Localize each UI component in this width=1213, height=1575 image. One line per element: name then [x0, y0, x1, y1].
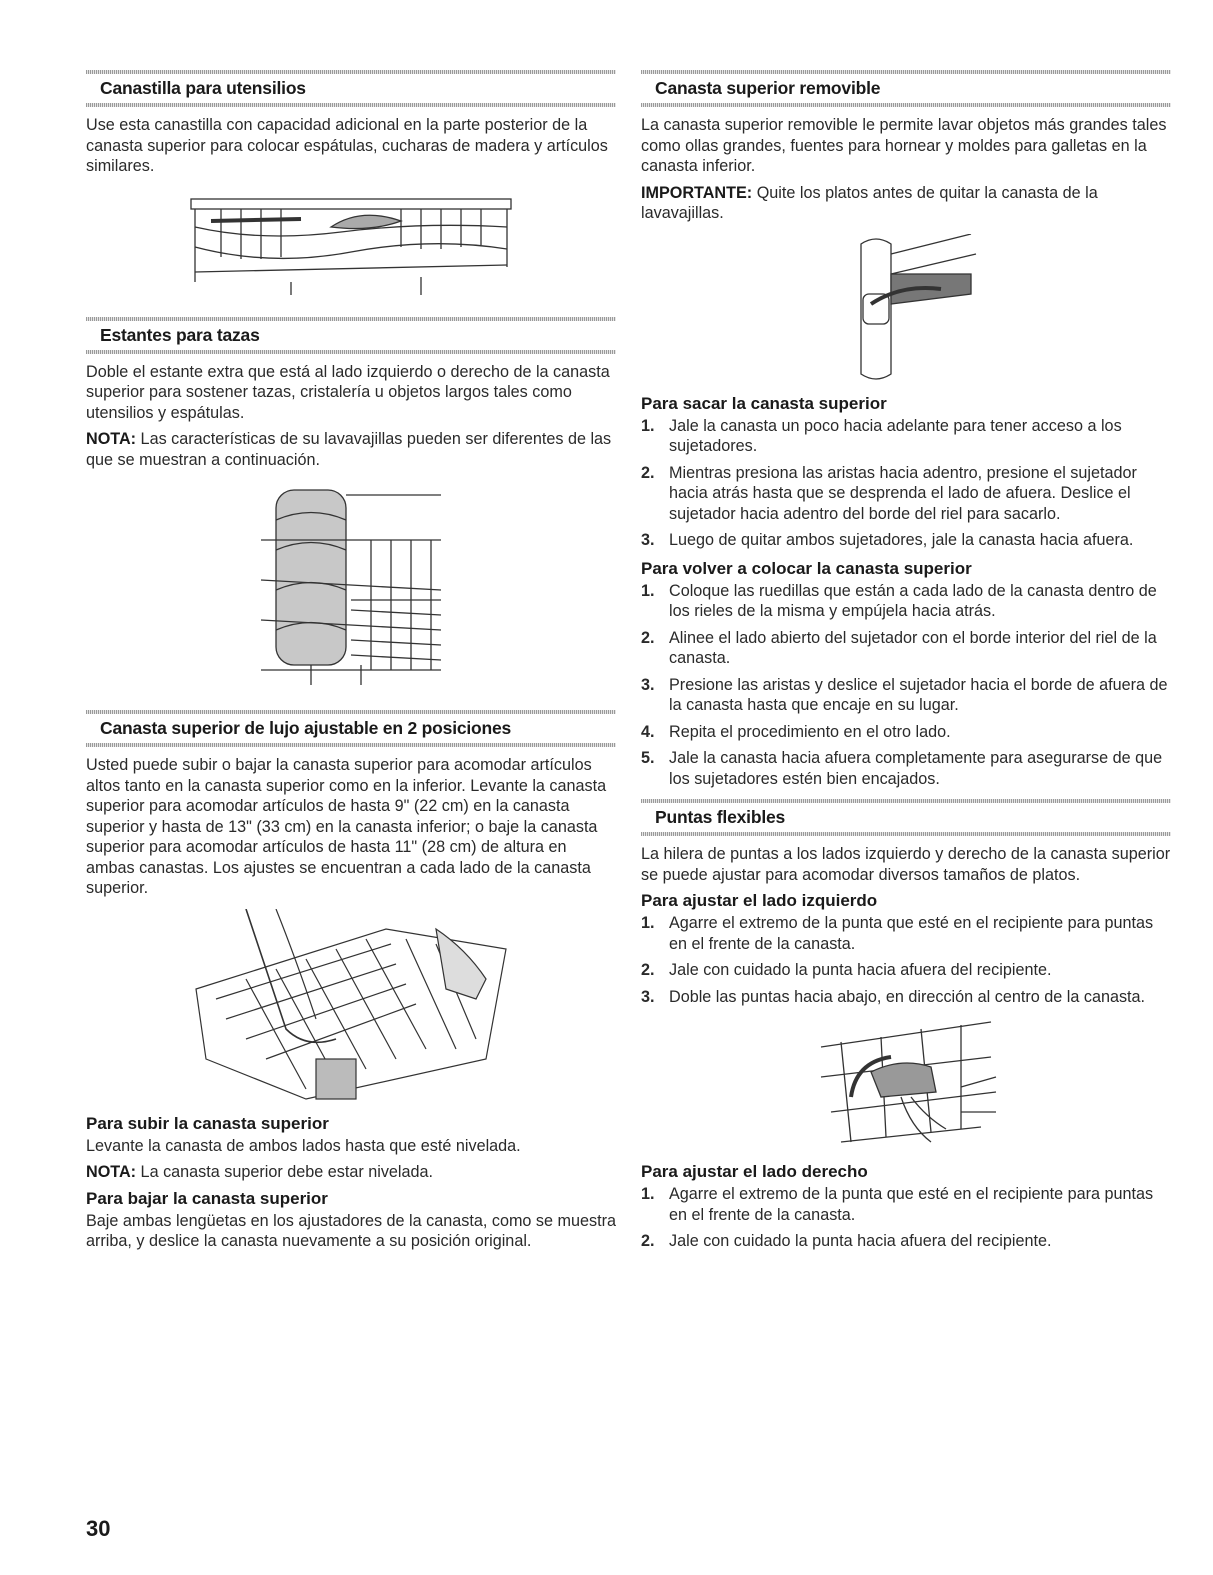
paragraph: Usted puede subir o bajar la canasta superior para acomodar artículos altos tanto en la canasta superior como en la inferior. Levante la canasta superior para acomodar artículos de hasta 9" (22 cm) en la canasta superior y hasta de 13" (33 cm) en la canasta inferior; o baje la canasta superior para acomodar artículos de hasta 11" (28 cm) de altura en ambas canastas. Los ajustes se encuentran a cada lado de la canasta superior.	[86, 756, 607, 897]
important-text: Quite los platos antes de quitar la canasta de la lavavajillas.	[641, 183, 1098, 222]
note-text: La canasta superior debe estar nivelada.	[136, 1163, 434, 1181]
note	[86, 429, 616, 470]
step-text: Coloque las ruedillas que están a cada lado de la canasta dentro de los rieles de la misma y empújela hacia atrás.	[669, 581, 1157, 620]
step-number: 4.	[641, 722, 655, 741]
utensil-basket-illustration	[181, 187, 521, 297]
step-number: 1.	[641, 581, 655, 600]
subheading: Para bajar la canasta superior	[86, 1188, 328, 1208]
important-label: IMPORTANTE:	[641, 183, 753, 202]
divider	[86, 103, 616, 107]
list-item	[641, 722, 1171, 743]
right-column	[641, 70, 1171, 1260]
step-text: Doble las puntas hacia abajo, en dirección al centro de la canasta.	[669, 987, 1146, 1006]
list-item	[641, 987, 1171, 1008]
left-steps-list	[641, 913, 1171, 1007]
divider	[86, 70, 616, 74]
section-header-utensil	[86, 70, 616, 115]
list-item	[641, 416, 1171, 457]
paragraph: Baje ambas lengüetas en los ajustadores de la canasta, como se muestra arriba, y deslice la canasta nuevamente a su posición original.	[86, 1211, 616, 1250]
divider	[641, 832, 1171, 836]
step-text: Repita el procedimiento en el otro lado.	[669, 722, 951, 741]
list-item	[641, 913, 1171, 954]
step-text: Agarre el extremo de la punta que esté en el recipiente para puntas en el frente de la canasta.	[669, 914, 1154, 953]
remove-steps-list	[641, 416, 1171, 551]
step-text: Presione las aristas y deslice el sujetador hacia el borde de afuera de la canasta hasta que encaje en su lugar.	[669, 675, 1168, 714]
paragraph: La hilera de puntas a los lados izquierdo y derecho de la canasta superior se puede ajustar para acomodar diversos tamaños de platos.	[641, 845, 1171, 884]
divider	[86, 743, 616, 747]
page-number: 30	[86, 1516, 111, 1541]
rail-clip-illustration	[831, 234, 981, 384]
step-number: 1.	[641, 1185, 655, 1203]
list-item	[641, 463, 1171, 525]
section-title: Canasta superior removible	[655, 78, 881, 98]
section-header-deluxe	[86, 700, 616, 755]
step-number: 1.	[641, 416, 655, 435]
step-number: 5.	[641, 749, 655, 767]
step-number: 3.	[641, 675, 655, 694]
list-item	[641, 960, 1171, 981]
section-header-cups	[86, 307, 616, 362]
step-text: Luego de quitar ambos sujetadores, jale la canasta hacia afuera.	[669, 531, 1134, 549]
list-item	[641, 530, 1171, 551]
paragraph: La canasta superior removible le permite lavar objetos más grandes tales como ollas grandes, fuentes para hornear y moldes para galletas en la canasta inferior.	[641, 116, 1167, 175]
step-number: 2.	[641, 1232, 655, 1250]
step-text: Mientras presiona las aristas hacia adentro, presione el sujetador hacia atrás hasta que se desprenda el lado de afuera. Deslice el sujetador hacia adentro del borde del riel para sacarlo.	[669, 463, 1137, 523]
list-item	[641, 1184, 1171, 1225]
note-label: NOTA:	[86, 1163, 137, 1181]
step-number: 2.	[641, 961, 655, 979]
step-number: 3.	[641, 987, 655, 1006]
cup-shelf-illustration	[251, 480, 451, 690]
important-note	[641, 183, 1171, 224]
divider	[641, 799, 1171, 803]
subheading: Para ajustar el lado izquierdo	[641, 891, 878, 910]
paragraph: Use esta canastilla con capacidad adicional en la parte posterior de la canasta superior para colocar espátulas, cucharas de madera y artículos similares.	[86, 116, 608, 175]
right-steps-list	[641, 1184, 1171, 1252]
section-title: Canastilla para utensilios	[100, 78, 306, 98]
list-item	[641, 748, 1171, 789]
note	[86, 1162, 616, 1183]
step-text: Agarre el extremo de la punta que esté en el recipiente para puntas en el frente de la canasta.	[669, 1185, 1154, 1224]
subheading: Para subir la canasta superior	[86, 1113, 329, 1133]
step-text: Jale la canasta un poco hacia adelante para tener acceso a los sujetadores.	[669, 416, 1122, 455]
left-column	[86, 70, 616, 1258]
tine-adjust-illustration	[811, 1017, 1001, 1152]
basket-adjuster-illustration	[186, 909, 516, 1104]
section-title: Canasta superior de lujo ajustable en 2 posiciones	[100, 718, 512, 738]
step-number: 1.	[641, 914, 655, 932]
step-text: Jale la canasta hacia afuera completamente para asegurarse de que los sujetadores estén bien encajados.	[669, 749, 1163, 788]
step-number: 2.	[641, 628, 655, 647]
divider	[641, 103, 1171, 107]
step-number: 3.	[641, 531, 655, 549]
replace-steps-list	[641, 581, 1171, 790]
section-title: Puntas flexibles	[655, 807, 786, 827]
step-number: 2.	[641, 463, 655, 482]
paragraph: Levante la canasta de ambos lados hasta que esté nivelada.	[86, 1136, 521, 1155]
list-item	[641, 628, 1171, 669]
subheading: Para sacar la canasta superior	[641, 393, 887, 413]
list-item	[641, 675, 1171, 716]
divider	[86, 350, 616, 354]
divider	[86, 710, 616, 714]
note-text: Las características de su lavavajillas pueden ser diferentes de las que se muestran a continuación.	[86, 430, 612, 469]
subheading: Para volver a colocar la canasta superior	[641, 558, 972, 578]
section-header-tines	[641, 797, 1171, 844]
paragraph: Doble el estante extra que está al lado izquierdo o derecho de la canasta superior para sostener tazas, cristalería u objetos largos tales como utensilios y espátulas.	[86, 362, 610, 422]
divider	[86, 317, 616, 321]
section-header-removable	[641, 70, 1171, 115]
note-label: NOTA:	[86, 430, 137, 448]
section-title: Estantes para tazas	[100, 324, 260, 345]
list-item	[641, 1231, 1171, 1252]
divider	[641, 70, 1171, 74]
subheading: Para ajustar el lado derecho	[641, 1162, 868, 1181]
step-text: Jale con cuidado la punta hacia afuera del recipiente.	[669, 1232, 1052, 1250]
step-text: Alinee el lado abierto del sujetador con el borde interior del riel de la canasta.	[669, 628, 1157, 667]
list-item	[641, 581, 1171, 622]
step-text: Jale con cuidado la punta hacia afuera del recipiente.	[669, 961, 1052, 979]
